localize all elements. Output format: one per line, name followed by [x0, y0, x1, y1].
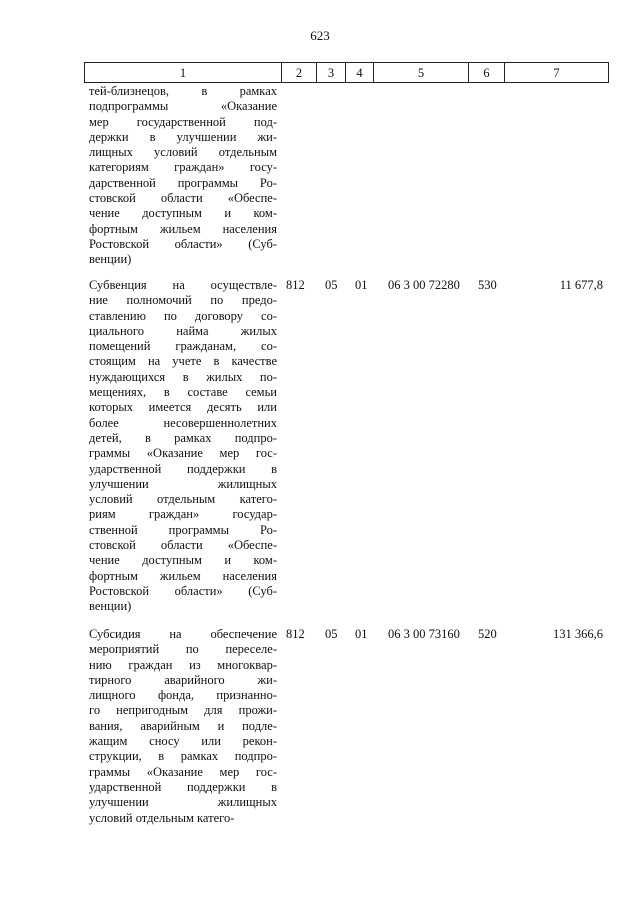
description-line: ударственной поддержки в — [89, 461, 277, 476]
row-description — [89, 627, 277, 826]
description-line: фортным жильем населения — [89, 568, 277, 583]
cell-section: 05 — [325, 278, 338, 292]
row-description — [89, 278, 277, 615]
description-line: мер государственной под- — [89, 114, 277, 129]
page-number: 623 — [310, 28, 330, 43]
description-line: стовской области «Обеспе- — [89, 538, 277, 553]
cell-amount: 131 366,6 — [553, 627, 603, 641]
cell-section: 05 — [325, 627, 338, 641]
description-line: стовской области «Обеспе- — [89, 191, 277, 206]
description-line: улучшении жилищных — [89, 795, 277, 810]
description-line: стоящим на учете в качестве — [89, 354, 277, 369]
description-line: тей-близнецов, в рамках — [89, 84, 277, 98]
description-line: венции) — [89, 252, 132, 267]
table-header — [84, 62, 609, 83]
description-line: подпрограммы «Оказание — [89, 99, 277, 114]
description-line: Ростовской области» (Суб- — [89, 236, 277, 251]
description-line: венции) — [89, 599, 132, 614]
cell-subsection: 01 — [355, 278, 368, 292]
description-line: фортным жильем населения — [89, 221, 277, 236]
description-line: которых имеется десять или — [89, 400, 277, 415]
header-col-6: 6 — [469, 63, 505, 82]
description-line: циального найма жилых — [89, 323, 277, 338]
description-line: чение доступным и ком- — [89, 206, 277, 221]
description-line: Ростовской области» (Суб- — [89, 583, 277, 598]
cell-target-article: 06 3 00 73160 — [388, 627, 460, 641]
description-line: Субсидия на обеспечение — [89, 627, 277, 641]
cell-target-article: 06 3 00 72280 — [388, 278, 460, 292]
description-line: более несовершеннолетних — [89, 415, 277, 430]
cell-grbs: 812 — [286, 278, 305, 292]
description-line: помещений гражданам, со- — [89, 339, 277, 354]
description-line: нуждающихся в жилых по- — [89, 369, 277, 384]
header-col-1: 1 — [85, 63, 282, 82]
header-col-5: 5 — [374, 63, 469, 82]
description-line: ственной программы Ро- — [89, 522, 277, 537]
description-line: вания, аварийным и подле- — [89, 718, 277, 733]
description-line: ударственной поддержки в — [89, 779, 277, 794]
header-col-2: 2 — [282, 63, 317, 82]
description-line: Субвенция на осуществле- — [89, 278, 277, 292]
description-line: ние полномочий по предо- — [89, 293, 277, 308]
description-line: дарственной программы Ро- — [89, 175, 277, 190]
cell-expense-type: 530 — [478, 278, 497, 292]
description-line: тирного аварийного жи- — [89, 672, 277, 687]
description-line: лищных условий отдельным — [89, 145, 277, 160]
description-line: условий отдельным катего- — [89, 492, 277, 507]
cell-expense-type: 520 — [478, 627, 497, 641]
description-line: жащим сносу или рекон- — [89, 734, 277, 749]
header-col-7: 7 — [553, 66, 560, 80]
description-line: струкции, в рамках подпро- — [89, 749, 277, 764]
description-line: мещениях, в составе семьи — [89, 385, 277, 400]
description-line: лищного фонда, признанно- — [89, 688, 277, 703]
row-description — [89, 84, 277, 268]
cell-grbs: 812 — [286, 627, 305, 641]
description-line: улучшении жилищных — [89, 476, 277, 491]
header-col-3: 3 — [317, 63, 346, 82]
description-line: риям граждан» государ- — [89, 507, 277, 522]
description-line: чение доступным и ком- — [89, 553, 277, 568]
description-line: детей, в рамках подпро- — [89, 430, 277, 445]
cell-amount: 11 677,8 — [559, 278, 603, 292]
description-line: го непригодным для прожи- — [89, 703, 277, 718]
description-line: категориям граждан» госу- — [89, 160, 277, 175]
description-line: мероприятий по переселе- — [89, 642, 277, 657]
description-line: условий отдельным катего- — [89, 810, 235, 825]
description-line: граммы «Оказание мер гос- — [89, 446, 277, 461]
description-line: держки в улучшении жи- — [89, 129, 277, 144]
description-line: нию граждан из многоквар- — [89, 657, 277, 672]
description-line: ставлению по договору со- — [89, 308, 277, 323]
header-col-4: 4 — [346, 63, 374, 82]
description-line: граммы «Оказание мер гос- — [89, 764, 277, 779]
cell-subsection: 01 — [355, 627, 368, 641]
